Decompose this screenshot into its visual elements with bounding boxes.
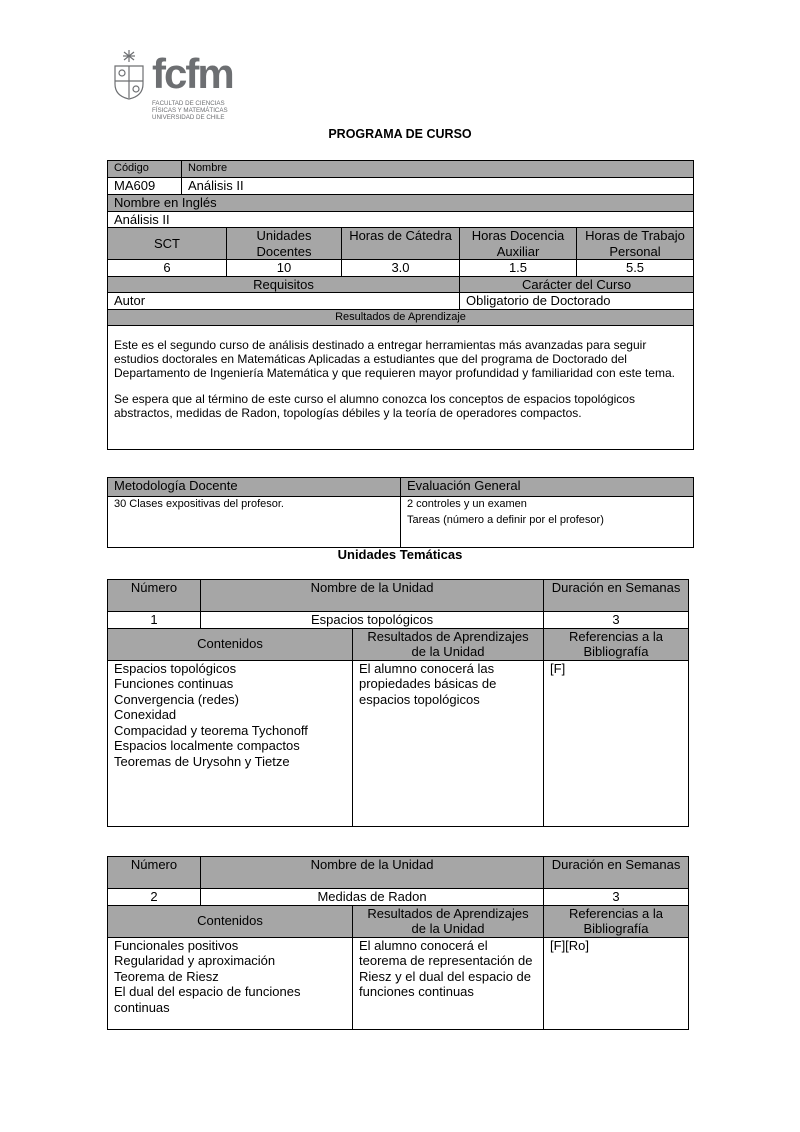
university-seal-icon <box>112 48 146 100</box>
unit-results: El alumno conocerá el teorema de representación de Riesz y el dual del espacio de funciones continuas <box>353 937 544 1029</box>
aux-hours-value: 1.5 <box>460 260 577 277</box>
character-label: Carácter del Curso <box>460 276 694 293</box>
methodology-table <box>107 477 694 548</box>
unit-duration-label: Duración en Semanas <box>544 857 689 889</box>
unit-duration: 3 <box>544 612 689 629</box>
unit-contents: Funcionales positivos Regularidad y aproximación Teorema de Riesz El dual del espacio de funciones continuas <box>108 937 353 1029</box>
sct-value: 6 <box>108 260 227 277</box>
logo-subtitle-line: FACULTAD DE CIENCIAS <box>152 100 225 107</box>
unit-name: Espacios topológicos <box>201 612 544 629</box>
english-name: Análisis II <box>108 211 694 228</box>
personal-hours-value: 5.5 <box>577 260 694 277</box>
outcomes-paragraph: Este es el segundo curso de análisis destinado a entregar herramientas más avanzadas para seguir estudios doctorales en Matemáticas Aplicadas a estudiantes que del programa de Doctorado del Departamento de Ingeniería Matemática y que requieren mayor profundidad y familiaridad con este tema. <box>114 338 675 380</box>
unit-duration: 3 <box>544 889 689 906</box>
requisites-value: Autor <box>108 293 460 310</box>
logo-subtitle-line: UNIVERSIDAD DE CHILE <box>152 114 225 121</box>
requisites-label: Requisitos <box>108 276 460 293</box>
unit-table <box>107 856 689 1030</box>
english-name-label: Nombre en Inglés <box>108 194 694 211</box>
outcomes-label: Resultados de Aprendizaje <box>108 309 694 326</box>
code-label: Código <box>108 161 182 178</box>
logo-wordmark: fcfm <box>152 50 233 97</box>
unit-number-label: Número <box>108 580 201 612</box>
unit-name-label: Nombre de la Unidad <box>201 857 544 889</box>
unit-number: 2 <box>108 889 201 906</box>
unit-results-label: Resultados de Aprendizajes de la Unidad <box>353 628 544 660</box>
outcomes-paragraph: Se espera que al término de este curso el alumno conozca los conceptos de espacios topológicos abstractos, medidas de Radon, topologías débiles y la teoría de operadores compactos. <box>114 392 635 420</box>
unit-duration-label: Duración en Semanas <box>544 580 689 612</box>
outcomes-text <box>108 326 694 450</box>
course-code: MA609 <box>108 178 182 195</box>
evaluation-label: Evaluación General <box>401 478 694 497</box>
methodology-text: 30 Clases expositivas del profesor. <box>108 497 401 548</box>
contents-label: Contenidos <box>108 905 353 937</box>
faculty-logo <box>112 46 242 128</box>
character-value: Obligatorio de Doctorado <box>460 293 694 310</box>
lecture-hours-label: Horas de Cátedra <box>342 228 460 260</box>
evaluation-text: 2 controles y un examen Tareas (número a definir por el profesor) <box>401 497 694 548</box>
logo-subtitle-line: FÍSICAS Y MATEMÁTICAS <box>152 107 228 114</box>
section-title: Unidades Temáticas <box>337 547 463 562</box>
units-label: Unidades Docentes <box>227 228 342 260</box>
unit-results-label: Resultados de Aprendizajes de la Unidad <box>353 905 544 937</box>
unit-results: El alumno conocerá las propiedades básicas de espacios topológicos <box>353 660 544 826</box>
units-value: 10 <box>227 260 342 277</box>
unit-name-label: Nombre de la Unidad <box>201 580 544 612</box>
unit-name: Medidas de Radon <box>201 889 544 906</box>
sct-label: SCT <box>108 228 227 260</box>
unit-number: 1 <box>108 612 201 629</box>
unit-contents: Espacios topológicos Funciones continuas Convergencia (redes) Conexidad Compacidad y teorema Tychonoff Espacios localmente compactos Teoremas de Urysohn y Tietze <box>108 660 353 826</box>
course-name: Análisis II <box>182 178 694 195</box>
course-info-table <box>107 160 694 450</box>
unit-references: [F][Ro] <box>544 937 689 1029</box>
page-title: PROGRAMA DE CURSO <box>328 127 472 141</box>
contents-label: Contenidos <box>108 628 353 660</box>
references-label: Referencias a la Bibliografía <box>544 628 689 660</box>
unit-references: [F] <box>544 660 689 826</box>
aux-hours-label: Horas Docencia Auxiliar <box>460 228 577 260</box>
methodology-label: Metodología Docente <box>108 478 401 497</box>
personal-hours-label: Horas de Trabajo Personal <box>577 228 694 260</box>
references-label: Referencias a la Bibliografía <box>544 905 689 937</box>
unit-table <box>107 579 689 827</box>
name-label: Nombre <box>182 161 694 178</box>
unit-number-label: Número <box>108 857 201 889</box>
lecture-hours-value: 3.0 <box>342 260 460 277</box>
